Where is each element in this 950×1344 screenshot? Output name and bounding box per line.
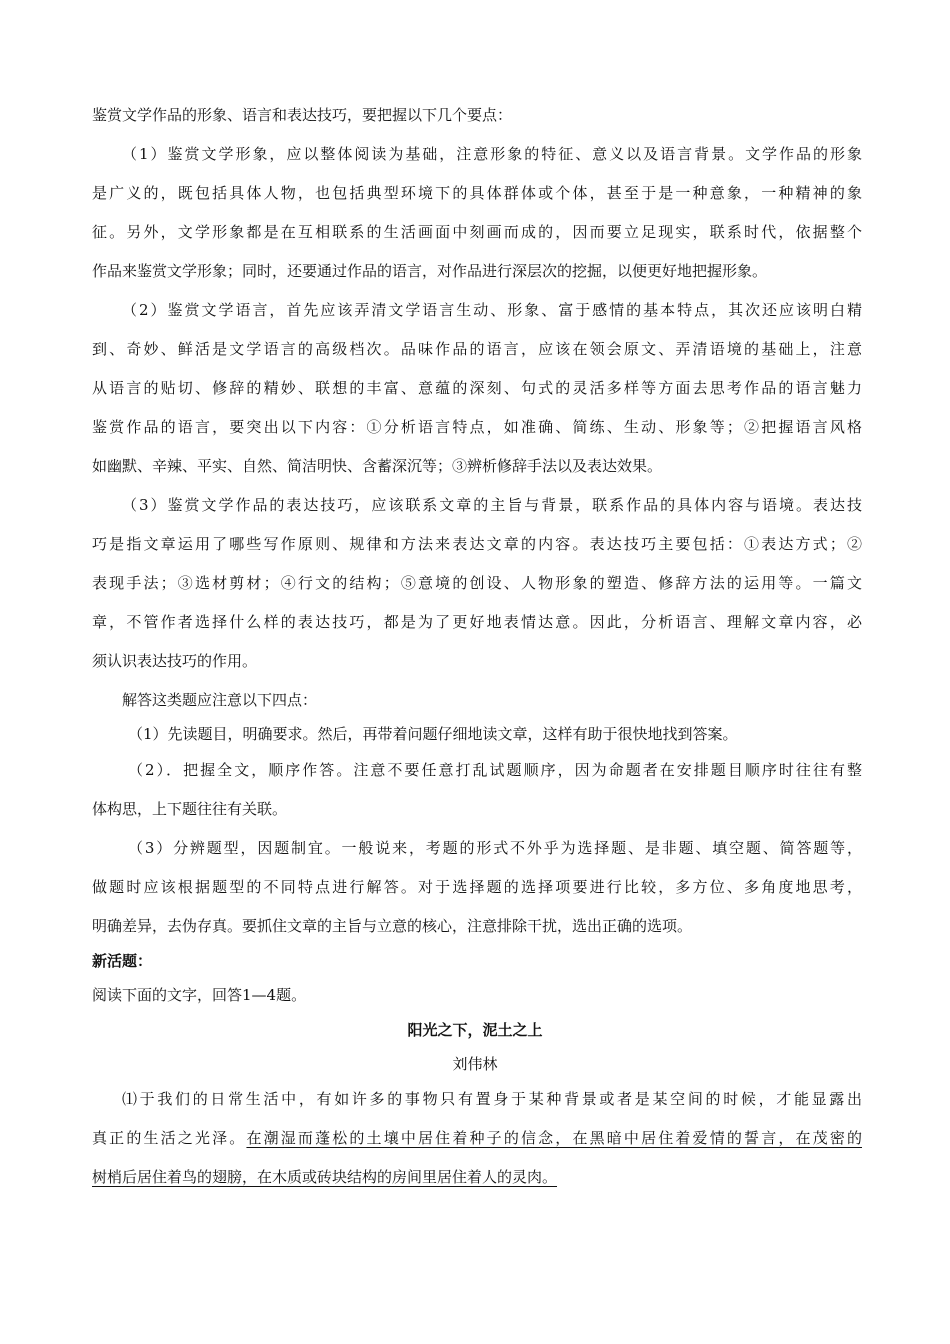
article-para1-underlined-text: 在潮湿而蓬松的土壤中居住着种子的信念，在黑暗中居住着爱情的誓言，在茂密的	[246, 1129, 862, 1147]
p3-line-1: （3）鉴赏文学作品的表达技巧，应该联系文章的主旨与背景，联系作品的具体内容与语境。表达技	[122, 496, 862, 514]
article-para1-line-3	[92, 1165, 862, 1189]
article-para1-line-1: ⑴于我们的日常生活中，有如许多的事物只有置身于某种背景或者是某空间的时候，才能显露出	[122, 1090, 862, 1108]
p2-line-5: 如幽默、辛辣、平实、自然、简洁明快、含蓄深沉等；③辨析修辞手法以及表达效果。	[92, 457, 663, 475]
p2-line-3: 从语言的贴切、修辞的精妙、联想的丰富、意蕴的深刻、句式的灵活多样等方面去思考作品的语言魅力	[92, 379, 862, 397]
article-title: 阳光之下，泥土之上	[407, 1021, 543, 1039]
p2-line-1: （2）鉴赏文学语言，首先应该弄清文学语言生动、形象、富于感情的基本特点，其次还应该明白精	[122, 301, 862, 319]
new-exercise-heading: 新活题：	[92, 952, 153, 970]
reading-prompt: 阅读下面的文字，回答1—4题。	[92, 986, 307, 1004]
article-author: 刘伟林	[452, 1055, 498, 1073]
p1-line-3: 征。另外，文学形象都是在互相联系的生活画面中刻画而成的，因而要立足现实，联系时代，依据整个	[92, 223, 862, 241]
p3-line-2: 巧是指文章运用了哪些写作原则、规律和方法来表达文章的内容。表达技巧主要包括：①表达方式；②	[92, 535, 862, 553]
p1-line-1: （1）鉴赏文学形象，应以整体阅读为基础，注意形象的特征、意义以及语言背景。文学作品的形象	[122, 145, 862, 163]
article-para1-plain-text: 真正的生活之光泽。	[92, 1129, 247, 1147]
p2-line-4: 鉴赏作品的语言，要突出以下内容：①分析语言特点，如准确、简练、生动、形象等；②把握语言风格	[92, 418, 862, 436]
article-para1-line-2	[92, 1126, 862, 1150]
intro-line: 鉴赏文学作品的形象、语言和表达技巧，要把握以下几个要点：	[92, 106, 513, 124]
p2-line-2: 到、奇妙、鲜活是文学语言的高级档次。品味作品的语言，应该在领会原文、弄清语境的基础上，注意	[92, 340, 862, 358]
tip-3-line-2: 做题时应该根据题型的不同特点进行解答。对于选择题的选择项要进行比较，多方位、多角度地思考，	[92, 878, 862, 896]
tip-2-line-1: （2）．把握全文，顺序作答。注意不要任意打乱试题顺序，因为命题者在安排题目顺序时往往有整	[128, 761, 862, 779]
tip-1: （1）先读题目，明确要求。然后，再带着问题仔细地读文章，这样有助于很快地找到答案。	[128, 725, 738, 743]
p3-line-4: 章，不管作者选择什么样的表达技巧，都是为了更好地表情达意。因此，分析语言、理解文章内容，必	[92, 613, 862, 631]
p1-line-4: 作品来鉴赏文学形象；同时，还要通过作品的语言，对作品进行深层次的挖掘，以便更好地把握形象。	[92, 262, 768, 280]
tip-3-line-1: （3）分辨题型，因题制宜。一般说来，考题的形式不外乎为选择题、是非题、填空题、简答题等，	[128, 839, 862, 857]
tips-title: 解答这类题应注意以下四点：	[122, 691, 318, 709]
p1-line-2: 是广义的，既包括具体人物，也包括典型环境下的具体群体或个体，甚至于是一种意象，一种精神的象	[92, 184, 862, 202]
article-para1-underlined-text-end: 树梢后居住着鸟的翅膀，在木质或砖块结构的房间里居住着人的灵肉。	[92, 1168, 558, 1186]
tip-3-line-3: 明确差异，去伪存真。要抓住文章的主旨与立意的核心，注意排除干扰，选出正确的选项。	[92, 917, 693, 935]
tip-2-line-2: 体构思，上下题往往有关联。	[92, 800, 288, 818]
p3-line-5: 须认识表达技巧的作用。	[92, 652, 258, 670]
p3-line-3: 表现手法；③选材剪材；④行文的结构；⑤意境的创设、人物形象的塑造、修辞方法的运用等。一篇文	[92, 574, 862, 592]
